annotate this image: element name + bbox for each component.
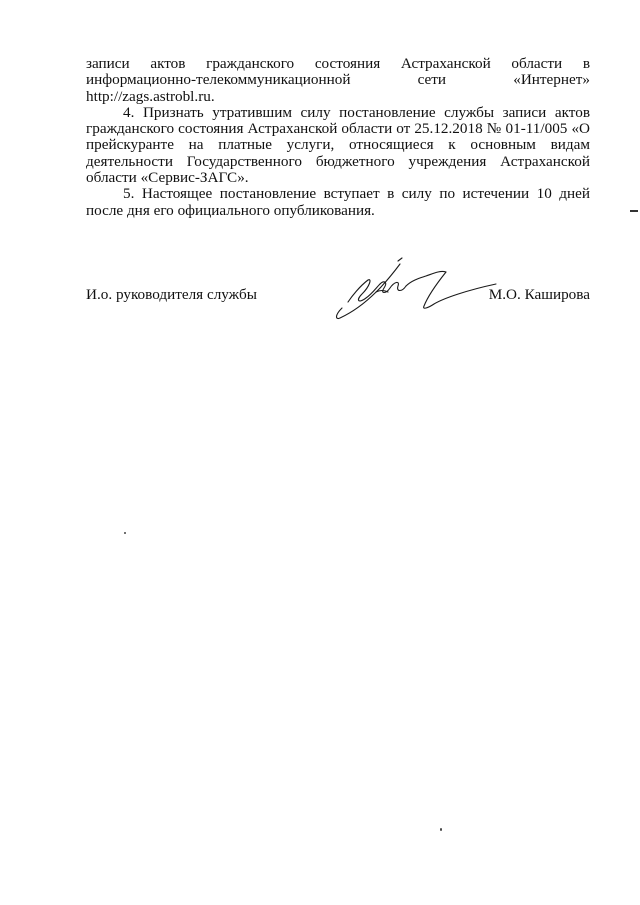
signatory-role: И.о. руководителя службы — [86, 286, 257, 303]
scan-speck — [440, 828, 442, 831]
paragraph-continuation — [86, 56, 590, 105]
signatory-name: М.О. Каширова — [488, 286, 590, 303]
text-line: информационно-телекоммуникационной сети «Интернет» — [86, 71, 590, 89]
text-line: записи актов гражданского состояния Астраханской области в — [86, 55, 590, 72]
text-line: области «Сервис-ЗАГС». — [86, 169, 249, 187]
text-line: после дня его официального опубликования. — [86, 201, 375, 219]
handwritten-signature — [328, 250, 508, 330]
scan-edge-mark — [630, 210, 638, 212]
text-line: гражданского состояния Астраханской области от 25.12.2018 № 01-11/005 «О — [86, 120, 590, 138]
text-line: 5. Настоящее постановление вступает в силу по истечении 10 дней — [123, 185, 590, 203]
paragraph-4 — [86, 105, 590, 186]
text-line: прейскуранте на платные услуги, относящиеся к основным видам — [86, 136, 590, 154]
scan-speck — [124, 532, 126, 534]
website-url: http://zags.astrobl.ru. — [86, 87, 215, 105]
paragraph-5 — [86, 186, 590, 219]
document-body — [86, 56, 590, 219]
text-line: деятельности Государственного бюджетного учреждения Астраханской — [86, 152, 590, 170]
text-line: 4. Признать утратившим силу постановление службы записи актов — [123, 103, 590, 121]
